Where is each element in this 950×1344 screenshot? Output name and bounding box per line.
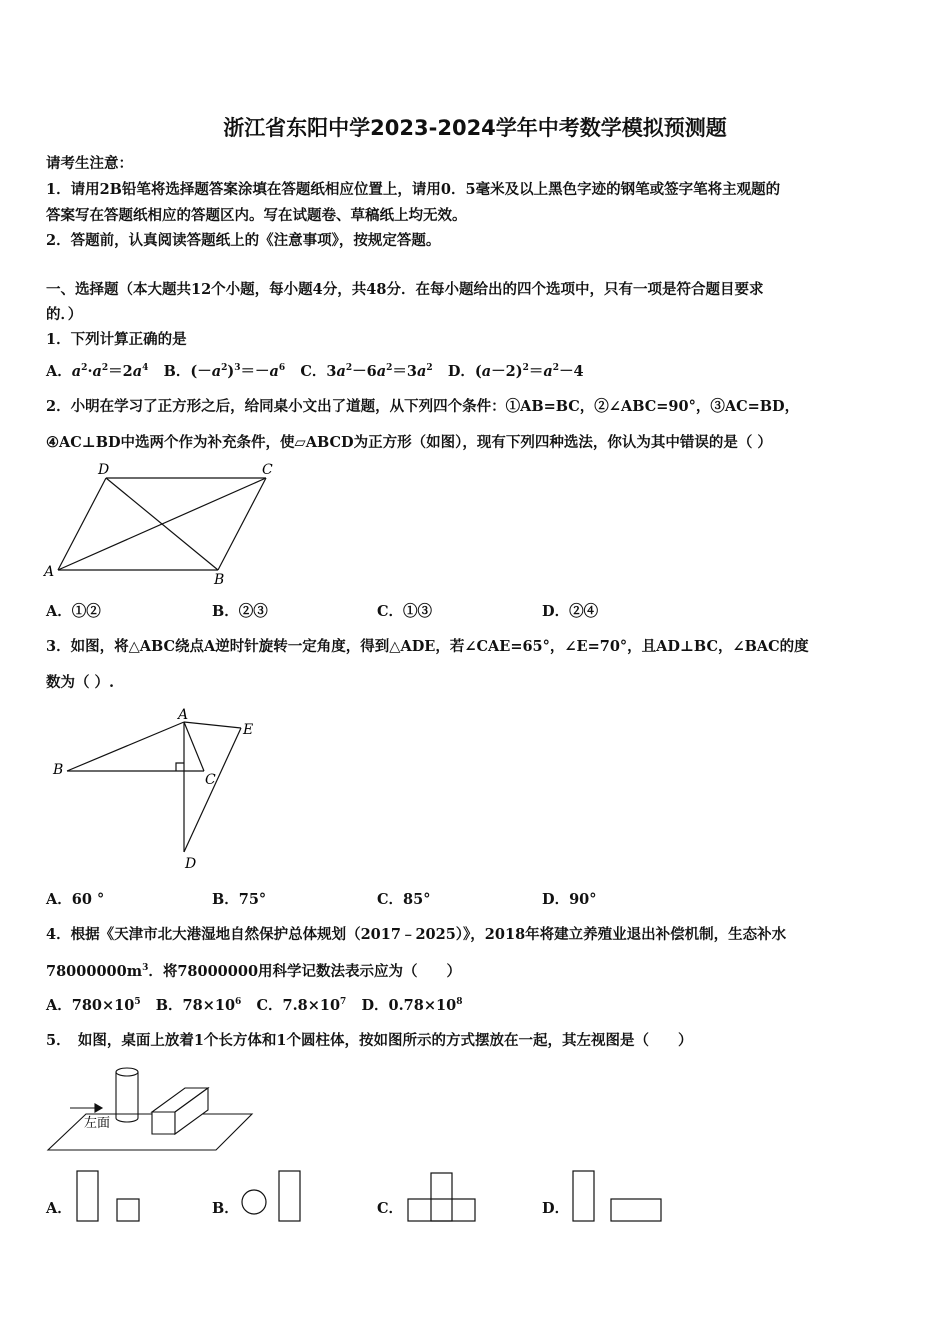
q3-stem-a: 3．如图，将△ABC绕点A逆时针旋转一定角度，得到△ADE，若∠CAE=65°，∠E=70°，且AD⊥BC，∠BAC的度 <box>46 638 809 655</box>
q2-option-a: A．①② <box>46 603 101 620</box>
q3-option-d: D．90° <box>542 891 597 908</box>
q3-label-c: C <box>205 772 216 788</box>
q2-option-d: D．②④ <box>542 603 599 620</box>
q2-option-b: B．②③ <box>212 603 268 620</box>
notice-item-1a: 1．请用2B铅笔将选择题答案涂填在答题纸相应位置上，请用0．5毫米及以上黑色字迹的钢笔或签字笔将主观题的 <box>46 181 781 198</box>
q2-parallelogram-figure <box>40 458 290 588</box>
q5-option-b-figure <box>238 1168 308 1228</box>
q2-label-d: D <box>98 462 110 478</box>
q3-option-a: A．60 ° <box>46 891 105 908</box>
q3-option-c: C．85° <box>377 891 431 908</box>
page-title: 浙江省东阳中学2023-2024学年中考数学模拟预测题 <box>223 116 727 140</box>
section-heading-b: 的．） <box>46 306 83 323</box>
q2-stem-b: ④AC⊥BD中选两个作为补充条件，使▱ABCD为正方形（如图），现有下列四种选法，你认为其中错误的是（ ） <box>46 434 772 451</box>
q5-option-a-label: A． <box>46 1200 72 1217</box>
q1-stem: 1．下列计算正确的是 <box>46 331 187 348</box>
q5-option-a-figure <box>74 1168 146 1228</box>
q3-option-b: B．75° <box>212 891 267 908</box>
q3-label-b: B <box>53 762 64 778</box>
q5-solids-figure <box>40 1062 260 1154</box>
q3-stem-b: 数为（ ）. <box>46 674 115 691</box>
q3-label-e: E <box>243 722 254 738</box>
q5-option-d-label: D． <box>542 1200 570 1217</box>
q5-label-left-view: 左面 <box>84 1116 111 1131</box>
q3-label-d: D <box>185 856 197 872</box>
q4-stem-rest: ．将78000000用科学记数法表示应为（ ） <box>148 963 462 980</box>
notice-item-1b: 答案写在答题纸相应的答题区内。写在试题卷、草稿纸上均无效。 <box>46 207 467 224</box>
q5-option-c-figure <box>405 1168 479 1228</box>
q5-stem: 5． 如图，桌面上放着1个长方体和1个圆柱体，按如图所示的方式摆放在一起，其左视图是（ ） <box>46 1032 693 1049</box>
q5-option-c-label: C． <box>377 1200 404 1217</box>
q5-option-b-label: B． <box>212 1200 239 1217</box>
q4-stem-a: 4．根据《天津市北大港湿地自然保护总体规划（2017﹣2025）》，2018年将建立养殖业退出补偿机制，生态补水 <box>46 926 787 943</box>
q2-label-b: B <box>214 572 225 588</box>
q2-option-c: C．①③ <box>377 603 433 620</box>
q2-label-a: A <box>44 564 55 580</box>
q2-stem-a: 2．小明在学习了正方形之后，给同桌小文出了道题，从下列四个条件：①AB=BC，②∠ABC=90°，③AC=BD， <box>46 398 800 415</box>
q1-options: A．$a^2\cdot a^2=2a^4$ B．$(-a^2)^3=-a^6$ C．$3a^2-6a^2=3a^2$ D．$(a-2)^2=a^2-4$ <box>46 363 584 380</box>
q3-label-a: A <box>178 707 189 723</box>
q5-option-d-figure <box>570 1168 666 1228</box>
q2-label-c: C <box>262 462 273 478</box>
section-heading-a: 一、选择题（本大题共12个小题，每小题4分，共48分．在每小题给出的四个选项中，只有一项是符合题目要求 <box>46 281 764 298</box>
notice-item-2: 2．答题前，认真阅读答题纸上的《注意事项》，按规定答题。 <box>46 232 441 249</box>
q4-stem-b: $78000000m^3$．将78000000用科学记数法表示应为（ ） <box>46 963 462 980</box>
q4-options: A．$780\times 10^5$ B．$78\times 10^6$ C．$7.8\times 10^7$ D．$0.78\times 10^8$ <box>46 997 463 1014</box>
notice-heading: 请考生注意： <box>46 155 133 172</box>
q3-rotation-figure <box>45 702 275 877</box>
q4-stem-number: 78000000m <box>46 963 143 980</box>
